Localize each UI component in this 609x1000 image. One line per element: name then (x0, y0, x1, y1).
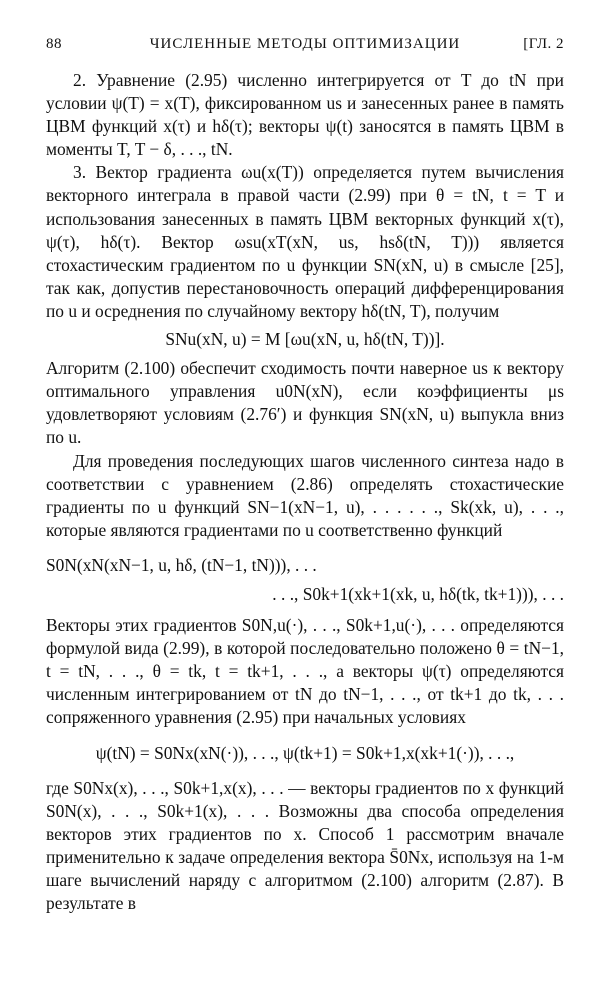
equation-stochastic-gradient: SNu(xN, u) = M [ωu(xN, u, hδ(tN, T))]. (165, 329, 445, 350)
paragraph-methods: где S0Nx(x), . . ., S0k+1,x(x), . . . — векторы градиентов по x функций S0N(x), . . ., S0k+1(x), . . . Возможны два способа определения векторов этих градиентов по x. Способ 1 рассмотрим вначале применительно к задаче определения вектора S̄0Nx, используя на 1-м шаге вычислений наряду с алгоритмом (2.100) алгоритм (2.87). В результате в (46, 777, 564, 914)
page-body (46, 69, 564, 915)
paragraph-convergence: Алгоритм (2.100) обеспечит сходимость почти наверное us к вектору оптимального управления u0N(xN), если коэффициенты μs удовлетворяют условиям (2.76′) и функция SN(xN, u) выпукла вниз по u. (46, 358, 564, 448)
page-header (46, 36, 564, 60)
equation-initial-conditions: ψ(tN) = S0Nx(xN(·)), . . ., ψ(tk+1) = S0k+1,x(xk+1(·)), . . ., (95, 742, 515, 763)
running-title: ЧИСЛЕННЫЕ МЕТОДЫ ОПТИМИЗАЦИИ (149, 36, 461, 52)
paragraph-next-steps: Для проведения последующих шагов численного синтеза надо в соответствии с уравнением (2.86) определять стохастические градиенты по u функций SN−1(xN−1, u), . . . . . ., Sk(xk, u), . . ., которые являются градиентами по u соответственно функций (46, 450, 564, 540)
equation-functions-line-1: S0N(xN(xN−1, u, hδ, (tN−1, tN))), . . . (46, 554, 317, 575)
paragraph-step-2: 2. Уравнение (2.95) численно интегрируется от T до tN при условии ψ(T) = x(T), фиксированном us и занесенных ранее в память ЦВМ функций x(τ) и hδ(τ); векторы ψ(t) заносятся в память ЦВМ в моменты T, T − δ, . . ., tN. (46, 70, 564, 160)
paragraph-gradient-vectors: Векторы этих градиентов S0N,u(·), . . ., S0k+1,u(·), . . . определяются формулой вида (2.99), в которой последовательно положено θ = tN−1, t = tN, . . ., θ = tk, t = tk+1, . . ., а векторы ψ(τ) определяются численным интегрированием от tN до tN−1, . . ., от tk+1 до tk, . . . сопряженного уравнения (2.95) при начальных условиях (46, 615, 564, 728)
page-number: 88 (46, 36, 62, 52)
book-page (46, 36, 564, 915)
equation-functions-line-2: . . ., S0k+1(xk+1(xk, u, hδ(tk, tk+1))), . . . (272, 583, 564, 604)
paragraph-step-3: 3. Вектор градиента ωu(x(T)) определяется путем вычисления векторного интеграла в правой части (2.99) при θ = tN, t = T и использования занесенных в память ЦВМ векторных функций x(τ), ψ(τ), hδ(τ). Вектор ωsu(xT(xN, us, hsδ(tN, T))) является стохастическим градиентом по u функции SN(xN, u) в смысле [25], так как, допустив перестановочность операций дифференцирования по u и осреднения по случайному вектору hδ(tN, T), получим (46, 162, 564, 321)
chapter-label: [ГЛ. 2 (523, 36, 564, 52)
